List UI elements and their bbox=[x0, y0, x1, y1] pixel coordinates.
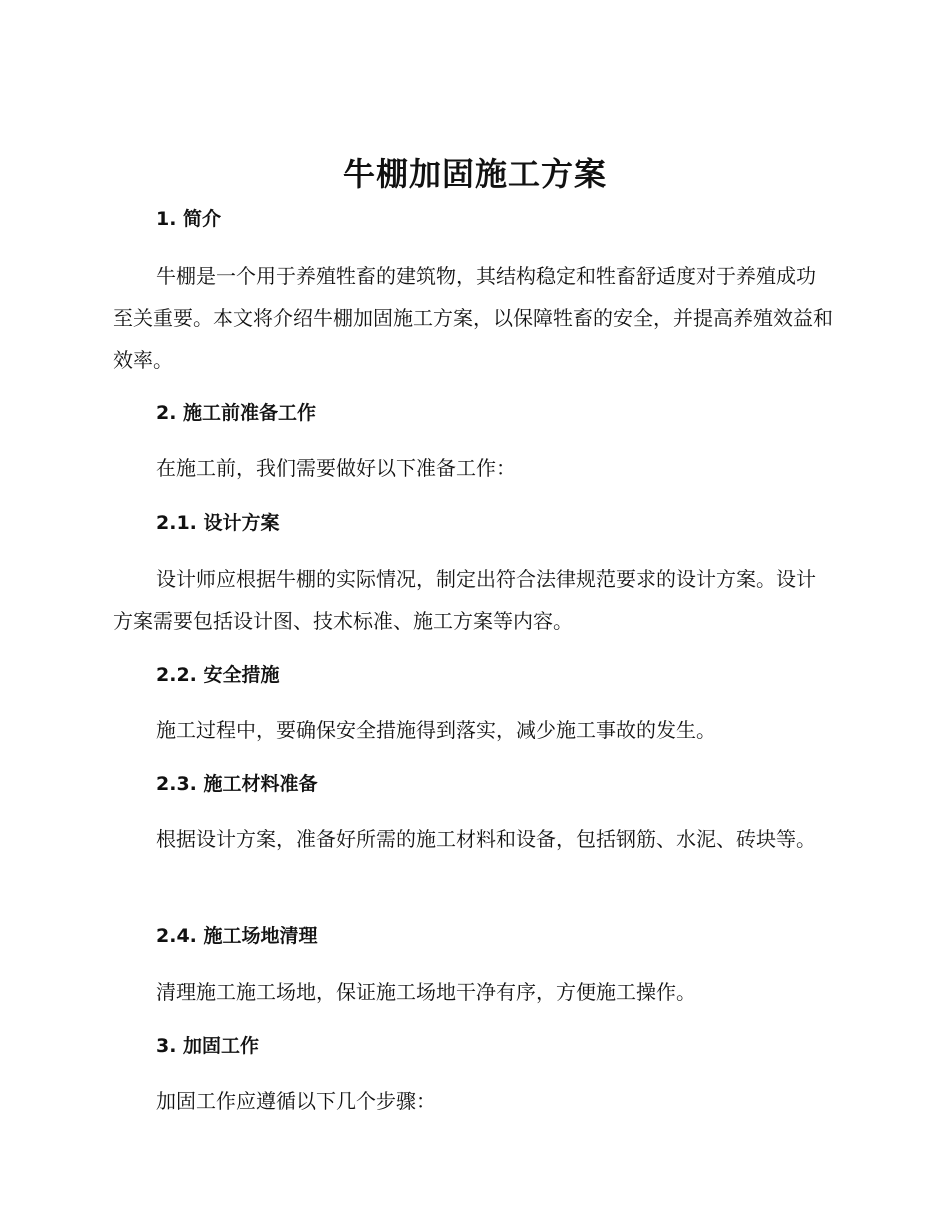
paragraph-preparation: 在施工前，我们需要做好以下准备工作： bbox=[156, 456, 516, 480]
section-heading-intro: 1. 简介 bbox=[156, 208, 222, 230]
paragraph-site-cleanup: 清理施工施工场地，保证施工场地干净有序，方便施工操作。 bbox=[156, 980, 696, 1004]
paragraph-intro: 牛棚是一个用于养殖牲畜的建筑物，其结构稳定和牲畜舒适度对于养殖成功至关重要。本文将介绍牛棚加固施工方案，以保障牲畜的安全，并提高养殖效益和效率。 bbox=[113, 264, 833, 372]
paragraph-materials: 根据设计方案，准备好所需的施工材料和设备，包括钢筋、水泥、砖块等。 bbox=[156, 827, 816, 851]
paragraph-design-plan: 设计师应根据牛棚的实际情况，制定出符合法律规范要求的设计方案。设计方案需要包括设计图、技术标准、施工方案等内容。 bbox=[113, 567, 816, 633]
section-heading-site-cleanup: 2.4. 施工场地清理 bbox=[156, 925, 318, 947]
section-heading-safety: 2.2. 安全措施 bbox=[156, 664, 280, 686]
paragraph-safety: 施工过程中，要确保安全措施得到落实，减少施工事故的发生。 bbox=[156, 718, 716, 742]
section-heading-materials: 2.3. 施工材料准备 bbox=[156, 773, 318, 795]
section-heading-preparation: 2. 施工前准备工作 bbox=[156, 402, 317, 424]
section-heading-design-plan: 2.1. 设计方案 bbox=[156, 512, 280, 534]
paragraph-reinforcement: 加固工作应遵循以下几个步骤： bbox=[156, 1089, 436, 1113]
section-heading-reinforcement: 3. 加固工作 bbox=[156, 1035, 260, 1057]
document-title: 牛棚加固施工方案 bbox=[342, 155, 607, 193]
